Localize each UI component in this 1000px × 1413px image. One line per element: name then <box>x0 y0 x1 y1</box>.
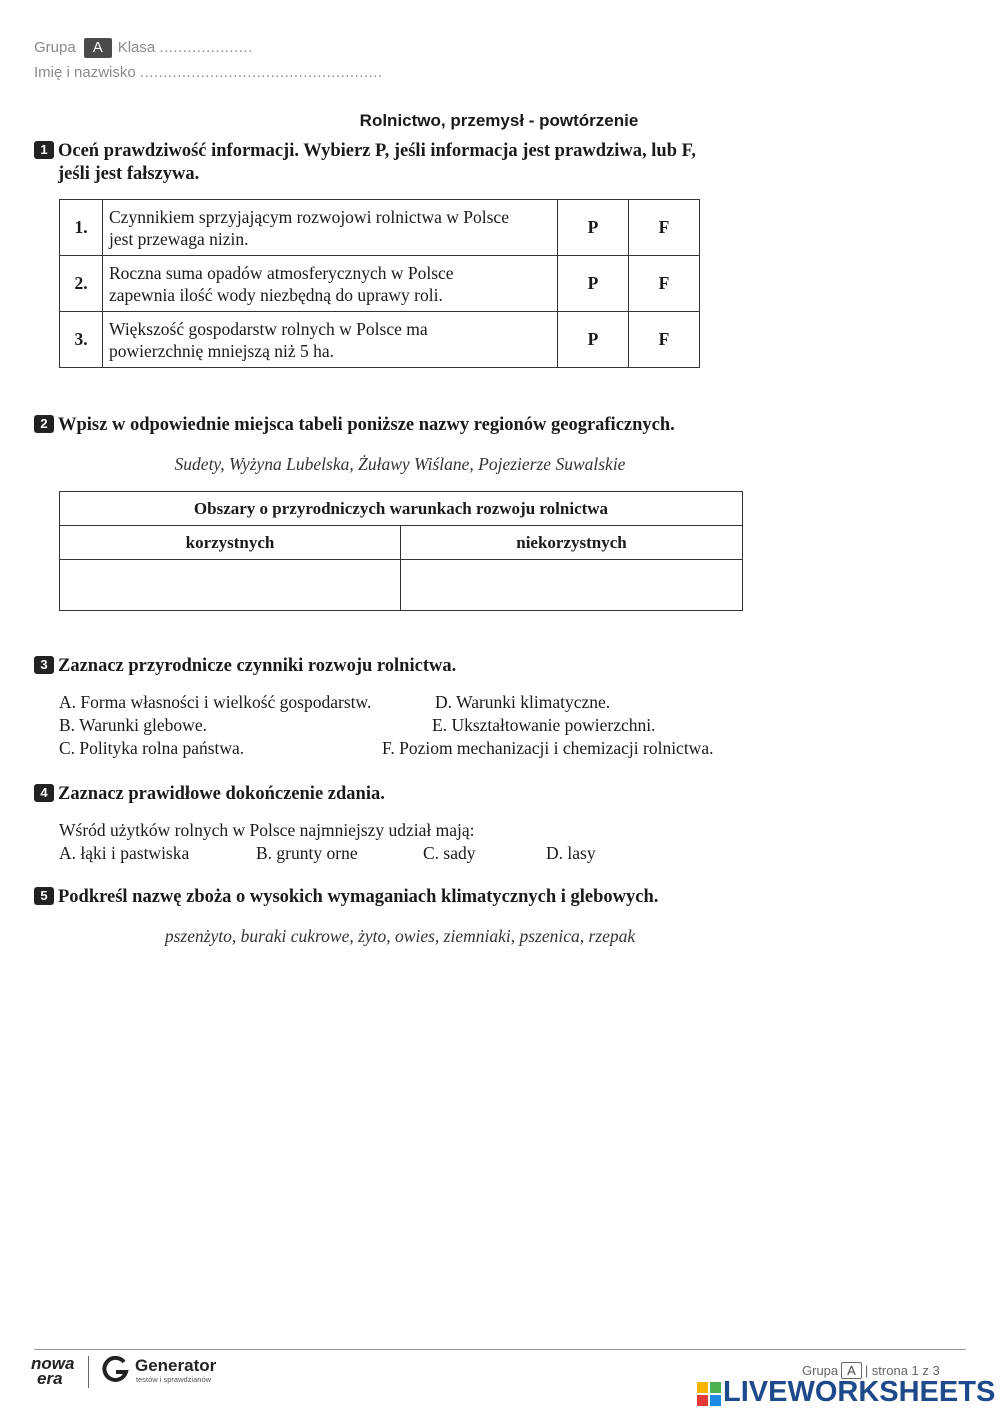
truth-table <box>59 199 700 368</box>
option-3c[interactable]: C. Polityka rolna państwa. <box>59 738 245 758</box>
footer-group-label: Grupa <box>802 1363 839 1378</box>
logo-separator <box>88 1356 89 1388</box>
statement-cell: Większość gospodarstw rolnych w Polsce ma powierzchnię mniejszą niż 5 ha. <box>103 312 558 368</box>
class-field[interactable]: .................... <box>159 39 253 56</box>
question-4-sentence: Wśród użytków rolnych w Polsce najmniejszy udział mają: <box>59 820 475 840</box>
liveworksheets-grid-icon <box>697 1382 721 1406</box>
option-4a[interactable]: A. łąki i pastwiska <box>59 843 190 863</box>
footer-group-badge: A <box>841 1362 862 1379</box>
answer-f[interactable]: F <box>629 256 700 312</box>
generator-subtitle: testów i sprawdzianów <box>136 1375 212 1384</box>
answer-f[interactable]: F <box>629 200 700 256</box>
question-1 <box>34 140 754 186</box>
regions-table <box>59 491 743 611</box>
regions-table-header: Obszary o przyrodniczych warunkach rozwoju rolnictwa <box>60 492 743 526</box>
nowa-era-logo: nowa era <box>31 1354 75 1388</box>
question-3 <box>34 655 456 678</box>
statement-cell: Czynnikiem sprzyjającym rozwojowi rolnictwa w Polsce jest przewaga nizin. <box>103 200 558 256</box>
question-5 <box>34 886 658 909</box>
group-line <box>34 38 253 58</box>
row-number: 3. <box>60 312 103 368</box>
group-label: Grupa <box>34 39 76 56</box>
option-3f[interactable]: F. Poziom mechanizacji i chemizacji rolnictwa. <box>382 738 714 758</box>
answer-p[interactable]: P <box>558 256 629 312</box>
question-number-1: 1 <box>34 141 54 159</box>
question-number-5: 5 <box>34 887 54 905</box>
question-number-2: 2 <box>34 415 54 433</box>
option-3a[interactable]: A. Forma własności i wielkość gospodarstw. <box>59 692 372 712</box>
footer-divider <box>34 1349 966 1350</box>
name-field[interactable]: .................................................... <box>139 64 383 81</box>
group-badge: A <box>84 38 112 58</box>
row-number: 1. <box>60 200 103 256</box>
question-number-3: 3 <box>34 656 54 674</box>
question-1-text-line2: jeśli jest fałszywa. <box>58 164 200 184</box>
option-3d[interactable]: D. Warunki klimatyczne. <box>435 692 611 712</box>
statement-cell: Roczna suma opadów atmosferycznych w Polsce zapewnia ilość wody niezbędną do uprawy roli. <box>103 256 558 312</box>
question-4-text: Zaznacz prawidłowe dokończenie zdania. <box>58 784 385 804</box>
question-3-text: Zaznacz przyrodnicze czynniki rozwoju rolnictwa. <box>58 656 457 676</box>
question-4 <box>34 783 385 806</box>
question-1-text-line1: Oceń prawdziwość informacji. Wybierz P, jeśli informacja jest prawdziwa, lub F, <box>58 141 696 161</box>
generator-title: Generator <box>135 1356 217 1375</box>
page-number: | strona 1 z 3 <box>864 1363 940 1378</box>
table-row <box>60 256 700 312</box>
unfavorable-drop-cell[interactable] <box>401 560 743 611</box>
column-favorable: korzystnych <box>60 526 401 560</box>
liveworksheets-wordmark: LIVEWORKSHEETS <box>723 1376 996 1408</box>
option-3b[interactable]: B. Warunki glebowe. <box>59 715 207 735</box>
favorable-drop-cell[interactable] <box>60 560 401 611</box>
table-row <box>60 200 700 256</box>
answer-p[interactable]: P <box>558 312 629 368</box>
question-5-text: Podkreśl nazwę zboża o wysokich wymaganiach klimatycznych i glebowych. <box>58 887 659 907</box>
page-title: Rolnictwo, przemysł - powtórzenie <box>359 111 639 130</box>
option-4c[interactable]: C. sady <box>423 843 476 863</box>
option-4b[interactable]: B. grunty orne <box>256 843 358 863</box>
class-label: Klasa <box>117 39 156 56</box>
option-3e[interactable]: E. Ukształtowanie powierzchni. <box>432 715 656 735</box>
column-unfavorable: niekorzystnych <box>401 526 743 560</box>
question-2-text: Wpisz w odpowiednie miejsca tabeli poniższe nazwy regionów geograficznych. <box>58 415 675 435</box>
name-label: Imię i nazwisko <box>34 64 136 81</box>
table-row <box>60 312 700 368</box>
option-4d[interactable]: D. lasy <box>546 843 596 863</box>
region-word-bank: Sudety, Wyżyna Lubelska, Żuławy Wiślane, Pojezierze Suwalskie <box>174 454 626 474</box>
name-line <box>34 64 383 81</box>
answer-f[interactable]: F <box>629 312 700 368</box>
question-number-4: 4 <box>34 784 54 802</box>
answer-p[interactable]: P <box>558 200 629 256</box>
question-2 <box>34 414 675 437</box>
generator-g-icon <box>100 1355 130 1385</box>
row-number: 2. <box>60 256 103 312</box>
grain-word-list[interactable]: pszenżyto, buraki cukrowe, żyto, owies, ziemniaki, pszenica, rzepak <box>164 926 636 946</box>
